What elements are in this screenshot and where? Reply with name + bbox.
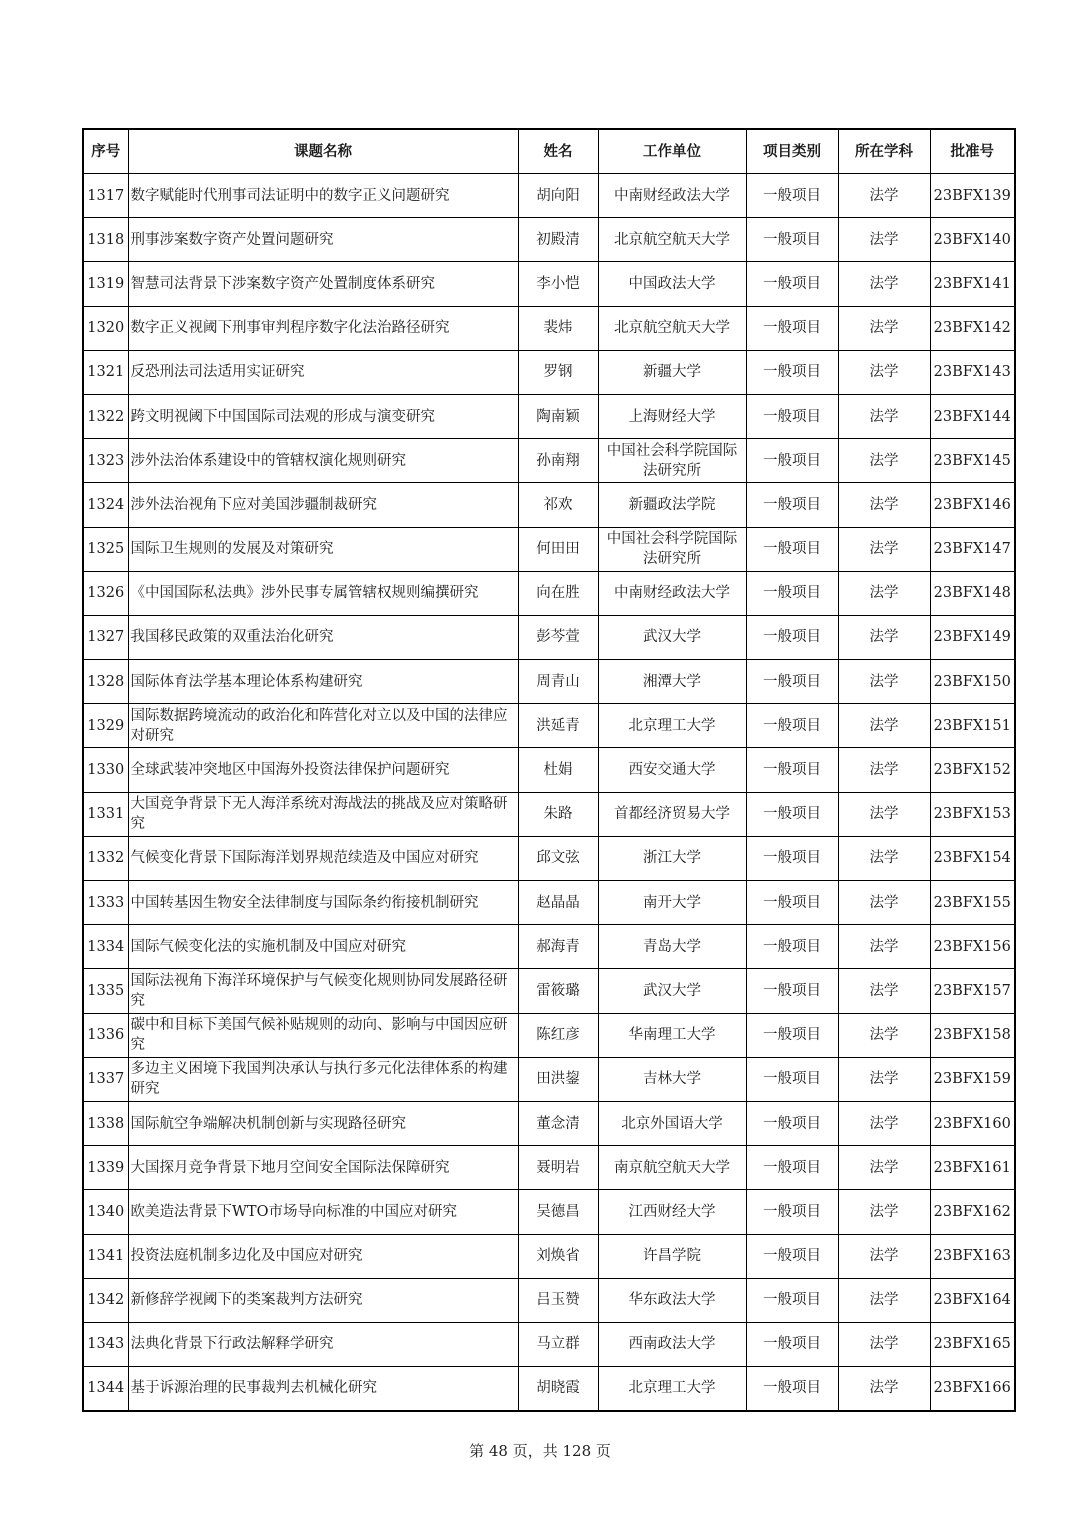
cell-unit: 湘潭大学 xyxy=(598,660,746,704)
cell-unit: 华东政法大学 xyxy=(598,1278,746,1322)
cell-category: 一般项目 xyxy=(746,881,838,925)
cell-subject: 法学 xyxy=(838,262,930,306)
header-approval-no: 批准号 xyxy=(930,129,1015,174)
cell-approval-no: 23BFX148 xyxy=(930,571,1015,615)
cell-approval-no: 23BFX165 xyxy=(930,1322,1015,1366)
cell-subject: 法学 xyxy=(838,1234,930,1278)
cell-name: 董念清 xyxy=(518,1101,598,1145)
cell-seq: 1336 xyxy=(83,1013,128,1057)
cell-unit: 华南理工大学 xyxy=(598,1013,746,1057)
cell-unit: 西安交通大学 xyxy=(598,748,746,792)
table-row xyxy=(83,836,1015,880)
cell-approval-no: 23BFX147 xyxy=(930,527,1015,571)
cell-approval-no: 23BFX150 xyxy=(930,660,1015,704)
cell-category: 一般项目 xyxy=(746,1101,838,1145)
cell-title: 涉外法治视角下应对美国涉疆制裁研究 xyxy=(128,483,518,527)
cell-name: 聂明岩 xyxy=(518,1146,598,1190)
cell-approval-no: 23BFX161 xyxy=(930,1146,1015,1190)
cell-approval-no: 23BFX159 xyxy=(930,1057,1015,1101)
cell-title: 大国探月竞争背景下地月空间安全国际法保障研究 xyxy=(128,1146,518,1190)
cell-approval-no: 23BFX154 xyxy=(930,836,1015,880)
cell-name: 邱文弦 xyxy=(518,836,598,880)
table-row xyxy=(83,262,1015,306)
table-row xyxy=(83,1146,1015,1190)
cell-unit: 首都经济贸易大学 xyxy=(598,792,746,836)
cell-name: 向在胜 xyxy=(518,571,598,615)
cell-unit: 北京理工大学 xyxy=(598,704,746,748)
table-body xyxy=(83,174,1015,1411)
table-row xyxy=(83,615,1015,659)
cell-subject: 法学 xyxy=(838,306,930,350)
cell-category: 一般项目 xyxy=(746,660,838,704)
cell-category: 一般项目 xyxy=(746,174,838,218)
cell-subject: 法学 xyxy=(838,1013,930,1057)
cell-name: 陶南颖 xyxy=(518,394,598,438)
cell-name: 田洪鋆 xyxy=(518,1057,598,1101)
cell-unit: 许昌学院 xyxy=(598,1234,746,1278)
cell-category: 一般项目 xyxy=(746,792,838,836)
cell-subject: 法学 xyxy=(838,394,930,438)
cell-subject: 法学 xyxy=(838,836,930,880)
cell-approval-no: 23BFX157 xyxy=(930,969,1015,1013)
cell-approval-no: 23BFX140 xyxy=(930,218,1015,262)
cell-category: 一般项目 xyxy=(746,615,838,659)
cell-approval-no: 23BFX162 xyxy=(930,1190,1015,1234)
table-row xyxy=(83,218,1015,262)
cell-category: 一般项目 xyxy=(746,350,838,394)
cell-subject: 法学 xyxy=(838,925,930,969)
cell-seq: 1338 xyxy=(83,1101,128,1145)
cell-title: 新修辞学视阈下的类案裁判方法研究 xyxy=(128,1278,518,1322)
table-row xyxy=(83,1322,1015,1366)
table-row xyxy=(83,1234,1015,1278)
cell-title: 基于诉源治理的民事裁判去机械化研究 xyxy=(128,1367,518,1411)
cell-seq: 1322 xyxy=(83,394,128,438)
table-row xyxy=(83,748,1015,792)
cell-title: 数字赋能时代刑事司法证明中的数字正义问题研究 xyxy=(128,174,518,218)
cell-seq: 1335 xyxy=(83,969,128,1013)
cell-name: 马立群 xyxy=(518,1322,598,1366)
cell-seq: 1319 xyxy=(83,262,128,306)
cell-category: 一般项目 xyxy=(746,306,838,350)
cell-unit: 北京理工大学 xyxy=(598,1367,746,1411)
cell-seq: 1330 xyxy=(83,748,128,792)
cell-category: 一般项目 xyxy=(746,748,838,792)
cell-unit: 南开大学 xyxy=(598,881,746,925)
cell-subject: 法学 xyxy=(838,571,930,615)
cell-seq: 1337 xyxy=(83,1057,128,1101)
table-row xyxy=(83,792,1015,836)
cell-subject: 法学 xyxy=(838,174,930,218)
table-row xyxy=(83,1013,1015,1057)
cell-category: 一般项目 xyxy=(746,1278,838,1322)
cell-unit: 上海财经大学 xyxy=(598,394,746,438)
cell-approval-no: 23BFX166 xyxy=(930,1367,1015,1411)
cell-category: 一般项目 xyxy=(746,218,838,262)
cell-subject: 法学 xyxy=(838,969,930,1013)
cell-title: 国际法视角下海洋环境保护与气候变化规则协同发展路径研究 xyxy=(128,969,518,1013)
table-header-row xyxy=(83,129,1015,174)
cell-name: 何田田 xyxy=(518,527,598,571)
cell-unit: 江西财经大学 xyxy=(598,1190,746,1234)
cell-name: 初殿清 xyxy=(518,218,598,262)
cell-subject: 法学 xyxy=(838,704,930,748)
cell-title: 大国竞争背景下无人海洋系统对海战法的挑战及应对策略研究 xyxy=(128,792,518,836)
cell-seq: 1329 xyxy=(83,704,128,748)
table-row xyxy=(83,571,1015,615)
cell-approval-no: 23BFX158 xyxy=(930,1013,1015,1057)
cell-subject: 法学 xyxy=(838,748,930,792)
cell-seq: 1323 xyxy=(83,439,128,483)
cell-subject: 法学 xyxy=(838,1322,930,1366)
table-row xyxy=(83,1101,1015,1145)
cell-category: 一般项目 xyxy=(746,527,838,571)
cell-title: 跨文明视阈下中国国际司法观的形成与演变研究 xyxy=(128,394,518,438)
table-row xyxy=(83,1190,1015,1234)
cell-name: 杜娟 xyxy=(518,748,598,792)
cell-category: 一般项目 xyxy=(746,1057,838,1101)
cell-subject: 法学 xyxy=(838,1101,930,1145)
cell-seq: 1339 xyxy=(83,1146,128,1190)
cell-name: 吴德昌 xyxy=(518,1190,598,1234)
table-row xyxy=(83,174,1015,218)
cell-seq: 1341 xyxy=(83,1234,128,1278)
cell-name: 洪延青 xyxy=(518,704,598,748)
cell-approval-no: 23BFX155 xyxy=(930,881,1015,925)
cell-title: 中国转基因生物安全法律制度与国际条约衔接机制研究 xyxy=(128,881,518,925)
cell-name: 雷筱璐 xyxy=(518,969,598,1013)
cell-title: 国际卫生规则的发展及对策研究 xyxy=(128,527,518,571)
cell-name: 罗钢 xyxy=(518,350,598,394)
cell-seq: 1340 xyxy=(83,1190,128,1234)
cell-unit: 中南财经政法大学 xyxy=(598,571,746,615)
cell-category: 一般项目 xyxy=(746,704,838,748)
cell-title: 国际气候变化法的实施机制及中国应对研究 xyxy=(128,925,518,969)
cell-category: 一般项目 xyxy=(746,1322,838,1366)
cell-subject: 法学 xyxy=(838,350,930,394)
cell-unit: 北京外国语大学 xyxy=(598,1101,746,1145)
table-row xyxy=(83,527,1015,571)
cell-unit: 吉林大学 xyxy=(598,1057,746,1101)
cell-name: 胡晓霞 xyxy=(518,1367,598,1411)
cell-approval-no: 23BFX164 xyxy=(930,1278,1015,1322)
cell-seq: 1321 xyxy=(83,350,128,394)
cell-unit: 中国政法大学 xyxy=(598,262,746,306)
cell-approval-no: 23BFX145 xyxy=(930,439,1015,483)
cell-subject: 法学 xyxy=(838,218,930,262)
cell-seq: 1320 xyxy=(83,306,128,350)
cell-title: 国际航空争端解决机制创新与实现路径研究 xyxy=(128,1101,518,1145)
cell-approval-no: 23BFX139 xyxy=(930,174,1015,218)
cell-seq: 1331 xyxy=(83,792,128,836)
cell-title: 全球武装冲突地区中国海外投资法律保护问题研究 xyxy=(128,748,518,792)
cell-approval-no: 23BFX146 xyxy=(930,483,1015,527)
cell-unit: 新疆政法学院 xyxy=(598,483,746,527)
cell-name: 陈红彦 xyxy=(518,1013,598,1057)
cell-seq: 1318 xyxy=(83,218,128,262)
cell-approval-no: 23BFX149 xyxy=(930,615,1015,659)
cell-subject: 法学 xyxy=(838,1278,930,1322)
cell-name: 胡向阳 xyxy=(518,174,598,218)
cell-seq: 1327 xyxy=(83,615,128,659)
cell-name: 周青山 xyxy=(518,660,598,704)
cell-unit: 南京航空航天大学 xyxy=(598,1146,746,1190)
table-row xyxy=(83,306,1015,350)
cell-subject: 法学 xyxy=(838,615,930,659)
cell-subject: 法学 xyxy=(838,527,930,571)
header-subject: 所在学科 xyxy=(838,129,930,174)
cell-category: 一般项目 xyxy=(746,836,838,880)
cell-name: 刘焕省 xyxy=(518,1234,598,1278)
cell-name: 郝海青 xyxy=(518,925,598,969)
header-title: 课题名称 xyxy=(128,129,518,174)
cell-title: 数字正义视阈下刑事审判程序数字化法治路径研究 xyxy=(128,306,518,350)
cell-approval-no: 23BFX141 xyxy=(930,262,1015,306)
header-seq: 序号 xyxy=(83,129,128,174)
cell-name: 赵晶晶 xyxy=(518,881,598,925)
cell-subject: 法学 xyxy=(838,792,930,836)
cell-unit: 北京航空航天大学 xyxy=(598,306,746,350)
table-row xyxy=(83,350,1015,394)
cell-subject: 法学 xyxy=(838,483,930,527)
table-row xyxy=(83,881,1015,925)
cell-title: 国际体育法学基本理论体系构建研究 xyxy=(128,660,518,704)
cell-category: 一般项目 xyxy=(746,262,838,306)
table-row xyxy=(83,704,1015,748)
cell-category: 一般项目 xyxy=(746,571,838,615)
project-table xyxy=(82,128,1016,1412)
cell-seq: 1324 xyxy=(83,483,128,527)
cell-category: 一般项目 xyxy=(746,1234,838,1278)
table-row xyxy=(83,1367,1015,1411)
cell-seq: 1317 xyxy=(83,174,128,218)
cell-category: 一般项目 xyxy=(746,1367,838,1411)
cell-unit: 中国社会科学院国际法研究所 xyxy=(598,439,746,483)
page-footer: 第 48 页，共 128 页 xyxy=(469,1442,611,1460)
cell-title: 我国移民政策的双重法治化研究 xyxy=(128,615,518,659)
cell-unit: 西南政法大学 xyxy=(598,1322,746,1366)
cell-title: 法典化背景下行政法解释学研究 xyxy=(128,1322,518,1366)
cell-name: 李小恺 xyxy=(518,262,598,306)
cell-unit: 武汉大学 xyxy=(598,969,746,1013)
cell-unit: 武汉大学 xyxy=(598,615,746,659)
cell-subject: 法学 xyxy=(838,1057,930,1101)
cell-name: 孙南翔 xyxy=(518,439,598,483)
cell-title: 碳中和目标下美国气候补贴规则的动向、影响与中国因应研究 xyxy=(128,1013,518,1057)
cell-subject: 法学 xyxy=(838,1190,930,1234)
cell-unit: 青岛大学 xyxy=(598,925,746,969)
cell-unit: 浙江大学 xyxy=(598,836,746,880)
cell-title: 智慧司法背景下涉案数字资产处置制度体系研究 xyxy=(128,262,518,306)
table-row xyxy=(83,1057,1015,1101)
cell-title: 气候变化背景下国际海洋划界规范续造及中国应对研究 xyxy=(128,836,518,880)
cell-unit: 中国社会科学院国际法研究所 xyxy=(598,527,746,571)
table-row xyxy=(83,660,1015,704)
cell-subject: 法学 xyxy=(838,660,930,704)
cell-category: 一般项目 xyxy=(746,1013,838,1057)
header-category: 项目类别 xyxy=(746,129,838,174)
cell-seq: 1343 xyxy=(83,1322,128,1366)
cell-name: 祁欢 xyxy=(518,483,598,527)
cell-unit: 新疆大学 xyxy=(598,350,746,394)
table-row xyxy=(83,925,1015,969)
cell-category: 一般项目 xyxy=(746,439,838,483)
cell-title: 《中国国际私法典》涉外民事专属管辖权规则编撰研究 xyxy=(128,571,518,615)
cell-unit: 中南财经政法大学 xyxy=(598,174,746,218)
table-row xyxy=(83,439,1015,483)
cell-name: 裴炜 xyxy=(518,306,598,350)
cell-title: 欧美造法背景下WTO市场导向标准的中国应对研究 xyxy=(128,1190,518,1234)
cell-seq: 1344 xyxy=(83,1367,128,1411)
header-name: 姓名 xyxy=(518,129,598,174)
cell-category: 一般项目 xyxy=(746,1146,838,1190)
cell-title: 刑事涉案数字资产处置问题研究 xyxy=(128,218,518,262)
table-row xyxy=(83,969,1015,1013)
table-row xyxy=(83,1278,1015,1322)
cell-name: 朱路 xyxy=(518,792,598,836)
cell-approval-no: 23BFX144 xyxy=(930,394,1015,438)
cell-seq: 1328 xyxy=(83,660,128,704)
cell-approval-no: 23BFX151 xyxy=(930,704,1015,748)
cell-title: 国际数据跨境流动的政治化和阵营化对立以及中国的法律应对研究 xyxy=(128,704,518,748)
cell-title: 投资法庭机制多边化及中国应对研究 xyxy=(128,1234,518,1278)
cell-seq: 1333 xyxy=(83,881,128,925)
cell-category: 一般项目 xyxy=(746,925,838,969)
cell-seq: 1332 xyxy=(83,836,128,880)
cell-subject: 法学 xyxy=(838,1367,930,1411)
cell-approval-no: 23BFX163 xyxy=(930,1234,1015,1278)
cell-title: 涉外法治体系建设中的管辖权演化规则研究 xyxy=(128,439,518,483)
cell-subject: 法学 xyxy=(838,881,930,925)
cell-category: 一般项目 xyxy=(746,1190,838,1234)
cell-name: 吕玉赞 xyxy=(518,1278,598,1322)
table-row xyxy=(83,394,1015,438)
cell-seq: 1342 xyxy=(83,1278,128,1322)
cell-approval-no: 23BFX160 xyxy=(930,1101,1015,1145)
cell-name: 彭芩萱 xyxy=(518,615,598,659)
cell-category: 一般项目 xyxy=(746,969,838,1013)
table-row xyxy=(83,483,1015,527)
cell-approval-no: 23BFX143 xyxy=(930,350,1015,394)
cell-approval-no: 23BFX142 xyxy=(930,306,1015,350)
cell-seq: 1326 xyxy=(83,571,128,615)
cell-title: 多边主义困境下我国判决承认与执行多元化法律体系的构建研究 xyxy=(128,1057,518,1101)
cell-approval-no: 23BFX156 xyxy=(930,925,1015,969)
cell-approval-no: 23BFX153 xyxy=(930,792,1015,836)
cell-category: 一般项目 xyxy=(746,483,838,527)
cell-category: 一般项目 xyxy=(746,394,838,438)
cell-unit: 北京航空航天大学 xyxy=(598,218,746,262)
cell-seq: 1334 xyxy=(83,925,128,969)
cell-approval-no: 23BFX152 xyxy=(930,748,1015,792)
cell-title: 反恐刑法司法适用实证研究 xyxy=(128,350,518,394)
header-unit: 工作单位 xyxy=(598,129,746,174)
cell-subject: 法学 xyxy=(838,1146,930,1190)
cell-seq: 1325 xyxy=(83,527,128,571)
cell-subject: 法学 xyxy=(838,439,930,483)
